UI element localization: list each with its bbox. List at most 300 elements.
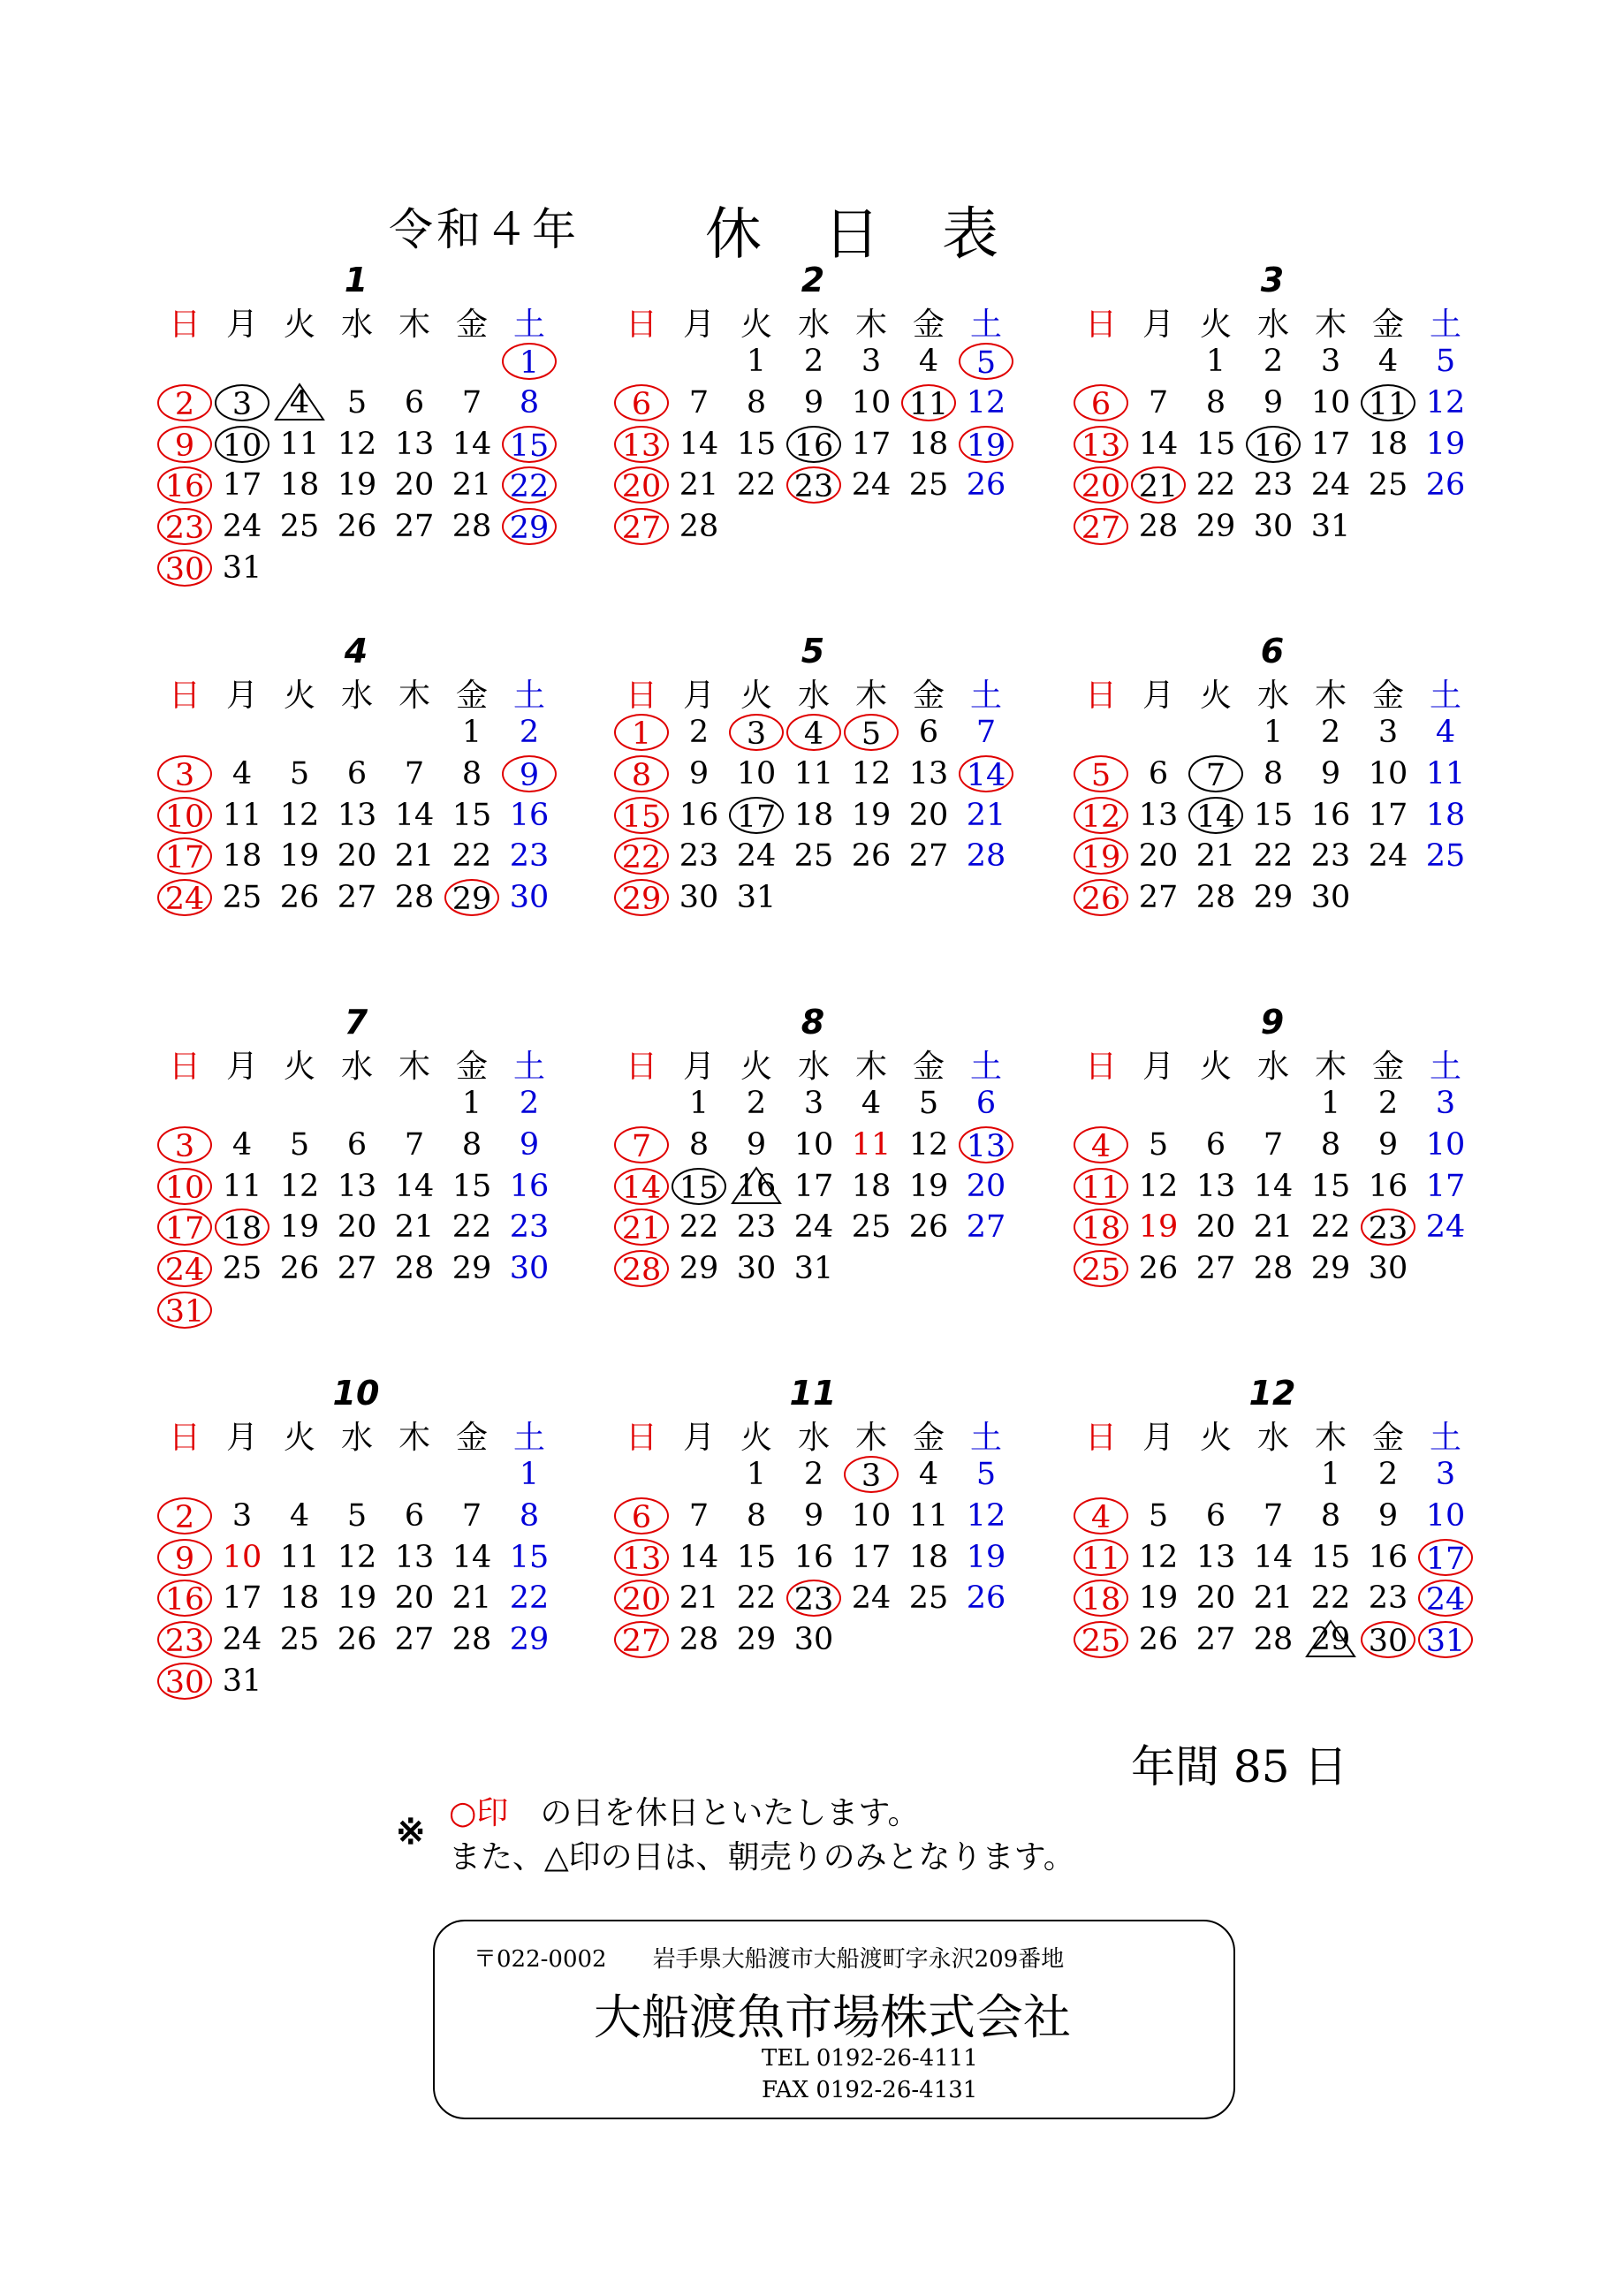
day-cell xyxy=(786,466,841,504)
day-number: 16 xyxy=(1368,1539,1408,1575)
day-cell xyxy=(729,1085,784,1122)
day-number: 27 xyxy=(1081,511,1121,547)
day-cell xyxy=(157,1292,212,1329)
weekday-header: 火 xyxy=(283,1420,315,1456)
day-cell xyxy=(444,1085,499,1122)
weekday-header: 日 xyxy=(1084,1049,1117,1085)
day-number: 29 xyxy=(621,882,662,918)
month-number-text: 5 xyxy=(801,632,825,671)
day-number: 1 xyxy=(1320,1457,1341,1492)
day-number: 16 xyxy=(509,797,550,833)
day-cell xyxy=(901,797,956,834)
day-cell xyxy=(1246,1209,1301,1246)
day-cell xyxy=(502,1621,557,1658)
day-number: 31 xyxy=(1310,509,1351,545)
weekday-header: 水 xyxy=(1256,678,1289,714)
month-number xyxy=(157,261,590,299)
day-number: 10 xyxy=(164,1170,205,1206)
day-number: 9 xyxy=(746,1126,767,1163)
day-cell xyxy=(614,1168,669,1205)
weekday-header: 金 xyxy=(455,678,488,714)
day-cell xyxy=(1246,426,1301,463)
day-number: 11 xyxy=(222,1168,262,1204)
day-number: 30 xyxy=(679,880,719,916)
day-cell xyxy=(1418,1539,1473,1576)
title-char-3: 表 xyxy=(942,202,998,268)
day-cell xyxy=(844,1085,899,1122)
day-number: 11 xyxy=(908,386,949,422)
note-line-1 xyxy=(449,1788,920,1833)
day-cell xyxy=(1418,1126,1473,1163)
month-number xyxy=(157,1374,590,1413)
weekday-header: 水 xyxy=(797,307,830,343)
annual-total: 年間 85 日 xyxy=(1131,1741,1348,1792)
day-cell xyxy=(672,755,726,792)
day-number: 15 xyxy=(509,428,550,464)
day-cell xyxy=(729,797,784,834)
day-number: 5 xyxy=(346,384,368,421)
month-3 xyxy=(1074,261,1506,614)
day-cell xyxy=(729,879,784,916)
day-cell xyxy=(1361,1168,1415,1205)
day-number: 14 xyxy=(452,1539,492,1575)
day-number: 4 xyxy=(1435,715,1456,750)
day-number: 19 xyxy=(337,467,377,504)
day-number: 25 xyxy=(908,467,949,504)
day-number: 26 xyxy=(337,1622,377,1658)
day-cell xyxy=(614,1250,669,1287)
day-cell xyxy=(729,1126,784,1163)
month-number xyxy=(614,632,1047,671)
day-cell xyxy=(1361,343,1415,380)
day-number: 7 xyxy=(688,384,710,421)
day-number: 20 xyxy=(337,1209,377,1246)
day-cell xyxy=(1246,1497,1301,1534)
day-number: 19 xyxy=(851,797,892,833)
day-number: 7 xyxy=(631,1128,652,1164)
day-number: 1 xyxy=(461,1086,482,1121)
day-number: 8 xyxy=(1320,1126,1341,1163)
month-number-text: 12 xyxy=(1248,1374,1296,1413)
title-char-2: 日 xyxy=(823,202,880,268)
day-cell xyxy=(215,797,269,834)
day-number: 13 xyxy=(1195,1539,1236,1575)
weekday-header: 土 xyxy=(1429,307,1461,343)
day-cell xyxy=(157,879,212,916)
day-cell xyxy=(672,797,726,834)
day-number: 14 xyxy=(621,1170,662,1206)
weekday-header: 木 xyxy=(854,678,887,714)
day-cell xyxy=(1303,1456,1358,1493)
day-cell xyxy=(444,879,499,916)
day-number: 9 xyxy=(1377,1497,1399,1534)
day-number: 31 xyxy=(222,1663,262,1699)
day-number: 3 xyxy=(861,344,882,379)
day-cell xyxy=(959,466,1013,504)
day-number: 26 xyxy=(279,880,320,916)
weekday-header: 日 xyxy=(625,1420,657,1456)
weekday-header: 月 xyxy=(1142,1049,1174,1085)
day-cell xyxy=(672,1168,726,1205)
day-number: 19 xyxy=(337,1580,377,1617)
day-number: 13 xyxy=(394,1539,435,1575)
day-number: 13 xyxy=(1195,1168,1236,1204)
day-cell xyxy=(844,426,899,463)
day-cell xyxy=(1418,1085,1473,1122)
day-cell xyxy=(1303,426,1358,463)
weekday-header: 月 xyxy=(682,678,715,714)
day-number: 17 xyxy=(1425,1168,1466,1204)
note-circle-label: ○印 xyxy=(449,1795,509,1831)
day-number: 24 xyxy=(1425,1209,1466,1246)
month-number xyxy=(614,1003,1047,1042)
day-cell xyxy=(1303,755,1358,792)
day-cell xyxy=(157,426,212,463)
weekday-header: 土 xyxy=(969,307,1002,343)
day-cell xyxy=(1246,1250,1301,1287)
day-cell xyxy=(157,837,212,875)
day-cell xyxy=(330,1539,384,1576)
day-number: 29 xyxy=(1310,1622,1351,1658)
day-cell xyxy=(1361,714,1415,751)
day-cell xyxy=(614,384,669,421)
month-7 xyxy=(157,1003,590,1356)
day-number: 3 xyxy=(803,1086,824,1121)
day-cell xyxy=(959,1539,1013,1576)
day-cell xyxy=(1131,755,1186,792)
day-number: 2 xyxy=(174,386,195,422)
day-number: 19 xyxy=(966,428,1006,464)
day-cell xyxy=(502,1497,557,1534)
day-number: 20 xyxy=(1195,1209,1236,1246)
day-number: 6 xyxy=(631,386,652,422)
day-number: 12 xyxy=(1138,1539,1179,1575)
day-cell xyxy=(272,1539,327,1576)
day-cell xyxy=(614,466,669,504)
day-number: 28 xyxy=(394,880,435,916)
day-cell xyxy=(502,714,557,751)
day-cell xyxy=(729,1621,784,1658)
day-number: 15 xyxy=(1310,1539,1351,1575)
day-cell xyxy=(1303,879,1358,916)
day-cell xyxy=(959,384,1013,421)
day-cell xyxy=(1074,426,1128,463)
day-number: 14 xyxy=(394,1168,435,1204)
weekday-header: 金 xyxy=(912,307,945,343)
day-number: 10 xyxy=(222,428,262,464)
day-number: 22 xyxy=(736,467,777,504)
weekday-header: 月 xyxy=(682,1049,715,1085)
weekday-header: 火 xyxy=(740,1049,772,1085)
weekday-header: 土 xyxy=(512,307,545,343)
day-number: 27 xyxy=(621,511,662,547)
day-number: 31 xyxy=(1425,1624,1466,1660)
day-number: 23 xyxy=(164,1624,205,1660)
day-number: 11 xyxy=(1081,1170,1121,1206)
day-number: 19 xyxy=(279,1209,320,1246)
day-number: 8 xyxy=(746,384,767,421)
day-number: 22 xyxy=(452,1209,492,1246)
day-cell xyxy=(330,755,384,792)
month-number xyxy=(157,1003,590,1042)
company-fax: FAX 0192-26-4131 xyxy=(762,2077,978,2103)
day-cell xyxy=(330,1209,384,1246)
day-number: 20 xyxy=(966,1168,1006,1204)
day-number: 8 xyxy=(688,1126,710,1163)
day-number: 28 xyxy=(966,838,1006,875)
day-cell xyxy=(1074,1580,1128,1617)
day-number: 31 xyxy=(793,1251,834,1287)
day-number: 15 xyxy=(452,797,492,833)
day-cell xyxy=(901,466,956,504)
day-cell xyxy=(1188,755,1243,792)
day-number: 30 xyxy=(509,1251,550,1287)
day-cell xyxy=(444,1209,499,1246)
day-number: 1 xyxy=(1205,344,1226,379)
day-number: 23 xyxy=(1368,1580,1408,1617)
day-cell xyxy=(1418,1209,1473,1246)
day-number: 20 xyxy=(1138,838,1179,875)
day-number: 2 xyxy=(1320,715,1341,750)
month-1 xyxy=(157,261,590,614)
day-number: 15 xyxy=(679,1170,719,1206)
day-number: 9 xyxy=(519,1126,540,1163)
day-number: 19 xyxy=(1425,426,1466,462)
day-cell xyxy=(1418,1621,1473,1658)
weekday-header: 土 xyxy=(512,678,545,714)
day-cell xyxy=(786,1168,841,1205)
day-number: 25 xyxy=(1081,1624,1121,1660)
day-number: 5 xyxy=(1435,344,1456,379)
weekday-header: 月 xyxy=(1142,1420,1174,1456)
day-number: 19 xyxy=(1081,840,1121,876)
weekday-header: 土 xyxy=(512,1420,545,1456)
day-cell xyxy=(1188,466,1243,504)
day-number: 21 xyxy=(452,1580,492,1617)
day-number: 14 xyxy=(452,426,492,462)
day-cell xyxy=(157,1497,212,1534)
day-cell xyxy=(729,426,784,463)
day-cell xyxy=(502,879,557,916)
day-cell xyxy=(729,714,784,751)
day-number: 29 xyxy=(1253,880,1294,916)
day-number: 13 xyxy=(1138,797,1179,833)
day-number: 19 xyxy=(908,1168,949,1204)
weekday-header: 水 xyxy=(1256,1049,1289,1085)
month-number xyxy=(614,261,1047,299)
day-number: 2 xyxy=(803,344,824,379)
day-number: 4 xyxy=(918,1457,939,1492)
day-number: 17 xyxy=(1425,1541,1466,1577)
day-cell xyxy=(1074,1126,1128,1163)
day-number: 8 xyxy=(519,1497,540,1534)
day-cell xyxy=(502,508,557,545)
day-cell xyxy=(1131,508,1186,545)
day-cell xyxy=(444,426,499,463)
weekday-header: 木 xyxy=(1314,1049,1347,1085)
day-cell xyxy=(387,426,442,463)
day-cell xyxy=(157,1250,212,1287)
weekday-header: 水 xyxy=(340,1049,373,1085)
day-cell xyxy=(672,426,726,463)
day-number: 24 xyxy=(1425,1582,1466,1618)
day-cell xyxy=(272,426,327,463)
day-number: 18 xyxy=(222,1211,262,1247)
day-cell xyxy=(157,549,212,587)
day-number: 24 xyxy=(1368,838,1408,875)
day-number: 14 xyxy=(679,1539,719,1575)
day-cell xyxy=(614,1621,669,1658)
day-number: 23 xyxy=(509,838,550,875)
day-number: 21 xyxy=(1253,1209,1294,1246)
weekday-header: 木 xyxy=(1314,1420,1347,1456)
day-cell xyxy=(387,755,442,792)
day-number: 13 xyxy=(337,1168,377,1204)
day-cell xyxy=(1418,1168,1473,1205)
day-number: 7 xyxy=(404,1126,425,1163)
weekday-header: 日 xyxy=(1084,1420,1117,1456)
day-number: 1 xyxy=(688,1086,710,1121)
day-cell xyxy=(672,1539,726,1576)
company-box xyxy=(433,1920,1235,2119)
weekday-header: 土 xyxy=(1429,1420,1461,1456)
day-number: 9 xyxy=(519,757,540,793)
day-number: 21 xyxy=(1195,838,1236,875)
month-2 xyxy=(614,261,1047,614)
day-number: 1 xyxy=(746,344,767,379)
day-number: 7 xyxy=(975,715,997,750)
day-number: 24 xyxy=(164,1253,205,1289)
day-cell xyxy=(1131,1621,1186,1658)
day-cell xyxy=(614,837,669,875)
day-cell xyxy=(502,1209,557,1246)
day-number: 23 xyxy=(1253,467,1294,504)
month-6 xyxy=(1074,632,1506,985)
day-cell xyxy=(1303,1168,1358,1205)
day-cell xyxy=(901,1539,956,1576)
day-cell xyxy=(157,755,212,792)
day-cell xyxy=(1188,1126,1243,1163)
company-address: 〒022-0002 岩手県大船渡市大船渡町字永沢209番地 xyxy=(474,1946,1065,1973)
day-cell xyxy=(844,343,899,380)
day-cell xyxy=(272,797,327,834)
day-number: 17 xyxy=(222,1580,262,1617)
weekday-header: 金 xyxy=(1371,678,1404,714)
day-number: 25 xyxy=(279,509,320,545)
day-cell xyxy=(614,797,669,834)
day-cell xyxy=(1361,1621,1415,1658)
weekday-header: 金 xyxy=(912,1049,945,1085)
day-number: 6 xyxy=(918,715,939,750)
day-number: 25 xyxy=(222,1251,262,1287)
day-number: 22 xyxy=(621,840,662,876)
day-cell xyxy=(901,714,956,751)
day-number: 14 xyxy=(1253,1539,1294,1575)
weekday-header: 火 xyxy=(740,678,772,714)
day-number: 25 xyxy=(1368,467,1408,504)
day-cell xyxy=(1074,466,1128,504)
day-cell xyxy=(502,1250,557,1287)
day-number: 27 xyxy=(1195,1622,1236,1658)
day-number: 16 xyxy=(1253,428,1294,464)
day-cell xyxy=(215,1497,269,1534)
day-cell xyxy=(901,837,956,875)
day-number: 9 xyxy=(174,1541,195,1577)
day-cell xyxy=(1246,714,1301,751)
day-number: 27 xyxy=(337,880,377,916)
day-cell xyxy=(1303,1497,1358,1534)
day-cell xyxy=(729,1497,784,1534)
day-cell xyxy=(1303,1580,1358,1617)
weekday-header: 土 xyxy=(969,1049,1002,1085)
day-cell xyxy=(1246,1126,1301,1163)
day-cell xyxy=(1188,343,1243,380)
day-number: 1 xyxy=(461,715,482,750)
day-number: 8 xyxy=(519,384,540,421)
day-number: 29 xyxy=(1195,509,1236,545)
weekday-header: 土 xyxy=(969,678,1002,714)
day-cell xyxy=(215,508,269,545)
day-cell xyxy=(330,1250,384,1287)
day-cell xyxy=(1188,837,1243,875)
day-number: 10 xyxy=(222,1539,262,1575)
weekday-header: 金 xyxy=(455,307,488,343)
weekday-header: 土 xyxy=(1429,1049,1461,1085)
day-cell xyxy=(387,1497,442,1534)
day-cell xyxy=(157,1168,212,1205)
day-number: 18 xyxy=(851,1168,892,1204)
weekday-header: 木 xyxy=(398,1420,430,1456)
day-number: 31 xyxy=(164,1294,205,1330)
day-cell xyxy=(1361,426,1415,463)
day-cell xyxy=(387,1250,442,1287)
day-cell xyxy=(844,466,899,504)
weekday-header: 木 xyxy=(854,1049,887,1085)
day-cell xyxy=(1303,1126,1358,1163)
month-number-text: 3 xyxy=(1260,261,1285,299)
day-cell xyxy=(1303,384,1358,421)
day-number: 19 xyxy=(1138,1580,1179,1617)
day-cell xyxy=(1303,1085,1358,1122)
day-cell xyxy=(959,1209,1013,1246)
day-number: 19 xyxy=(279,838,320,875)
day-cell xyxy=(672,384,726,421)
day-cell xyxy=(444,1621,499,1658)
day-number: 18 xyxy=(1081,1211,1121,1247)
day-cell xyxy=(502,755,557,792)
day-number: 27 xyxy=(337,1251,377,1287)
day-number: 23 xyxy=(1310,838,1351,875)
day-cell xyxy=(1246,466,1301,504)
day-cell xyxy=(272,1497,327,1534)
month-4 xyxy=(157,632,590,985)
day-number: 16 xyxy=(1310,797,1351,833)
day-number: 20 xyxy=(621,1582,662,1618)
day-number: 10 xyxy=(1310,384,1351,421)
day-number: 8 xyxy=(1263,755,1284,792)
day-number: 7 xyxy=(404,755,425,792)
day-cell xyxy=(1246,384,1301,421)
day-cell xyxy=(1188,1497,1243,1534)
day-cell xyxy=(330,1580,384,1617)
day-number: 12 xyxy=(966,1497,1006,1534)
day-cell xyxy=(215,1209,269,1246)
day-cell xyxy=(844,1580,899,1617)
day-cell xyxy=(1074,797,1128,834)
day-cell xyxy=(330,879,384,916)
day-number: 25 xyxy=(279,1622,320,1658)
note-line-2: また、△印の日は、朝売りのみとなります。 xyxy=(449,1839,1075,1875)
